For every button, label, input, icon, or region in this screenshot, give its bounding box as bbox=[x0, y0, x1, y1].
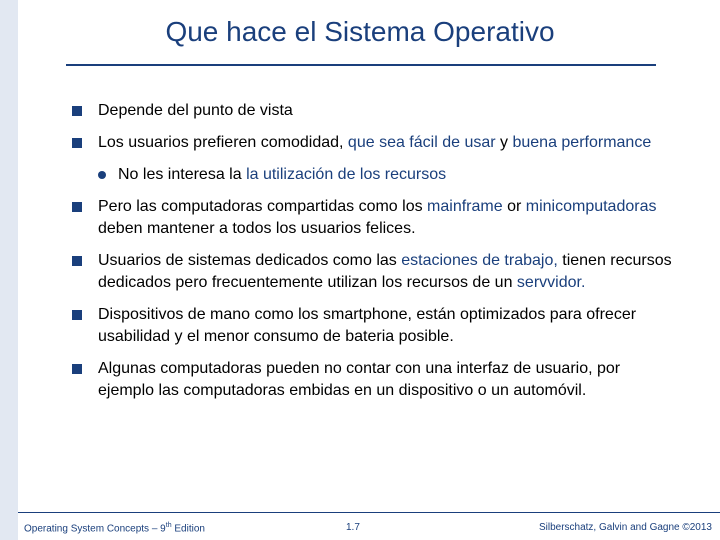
bullet-item bbox=[72, 132, 672, 154]
square-bullet-icon bbox=[72, 202, 82, 212]
footer-authors: Silberschatz, Galvin and Gagne ©2013 bbox=[538, 522, 712, 533]
left-decorative-bar bbox=[0, 0, 18, 540]
bullet-item bbox=[72, 250, 672, 294]
bullet-text: Depende del punto de vista bbox=[98, 102, 293, 119]
highlight-text: servvidor. bbox=[516, 274, 586, 291]
highlight-text: la utilización de los recursos bbox=[246, 166, 447, 183]
bullet-item bbox=[72, 196, 672, 240]
bullet-text: Los usuarios prefieren comodidad, bbox=[98, 134, 348, 151]
highlight-text: minicomputadoras bbox=[525, 198, 657, 215]
footer-text: Operating System Concepts – 9 bbox=[24, 523, 166, 535]
title-divider bbox=[66, 64, 656, 66]
footer-book-title bbox=[24, 522, 205, 534]
bullet-text: No les interesa la bbox=[118, 166, 247, 183]
square-bullet-icon bbox=[72, 364, 82, 374]
square-bullet-icon bbox=[72, 106, 82, 116]
bullet-item bbox=[72, 100, 672, 122]
bullet-list bbox=[72, 100, 672, 412]
bullet-text: Algunas computadoras pueden no contar con una interfaz de usuario, por ejemplo las computadoras embidas en un dispositivo o un automóvil. bbox=[98, 360, 621, 399]
slide-title: Que hace el Sistema Operativo bbox=[165, 16, 555, 47]
footer-text: Edition bbox=[171, 523, 205, 535]
circle-bullet-icon bbox=[98, 171, 106, 179]
footer-divider bbox=[18, 512, 720, 513]
highlight-text: mainframe bbox=[427, 198, 503, 215]
highlight-text: que sea fácil de usar bbox=[347, 134, 496, 151]
page-number: 1.7 bbox=[346, 522, 360, 533]
bullet-item bbox=[72, 304, 672, 348]
square-bullet-icon bbox=[72, 310, 82, 320]
bullet-item bbox=[72, 358, 672, 402]
bullet-text: Dispositivos de mano como los smartphone, están optimizados para ofrecer usabilidad y el menor consumo de bateria posible. bbox=[98, 306, 637, 345]
sub-bullet-item bbox=[72, 164, 672, 186]
square-bullet-icon bbox=[72, 138, 82, 148]
highlight-text: buena performance bbox=[512, 134, 652, 151]
footer-superscript: th bbox=[165, 522, 172, 529]
highlight-text: estaciones de trabajo, bbox=[401, 252, 558, 269]
bullet-text: Pero las computadoras compartidas como los bbox=[98, 198, 428, 215]
bullet-text: deben mantener a todos los usuarios felices. bbox=[98, 220, 416, 237]
bullet-text: y bbox=[495, 134, 513, 151]
bullet-text: Usuarios de sistemas dedicados como las bbox=[98, 252, 402, 269]
square-bullet-icon bbox=[72, 256, 82, 266]
bullet-text: or bbox=[502, 198, 526, 215]
bullet-text: tienen recursos dedicados pero frecuentemente utilizan los recursos de un bbox=[98, 252, 672, 291]
